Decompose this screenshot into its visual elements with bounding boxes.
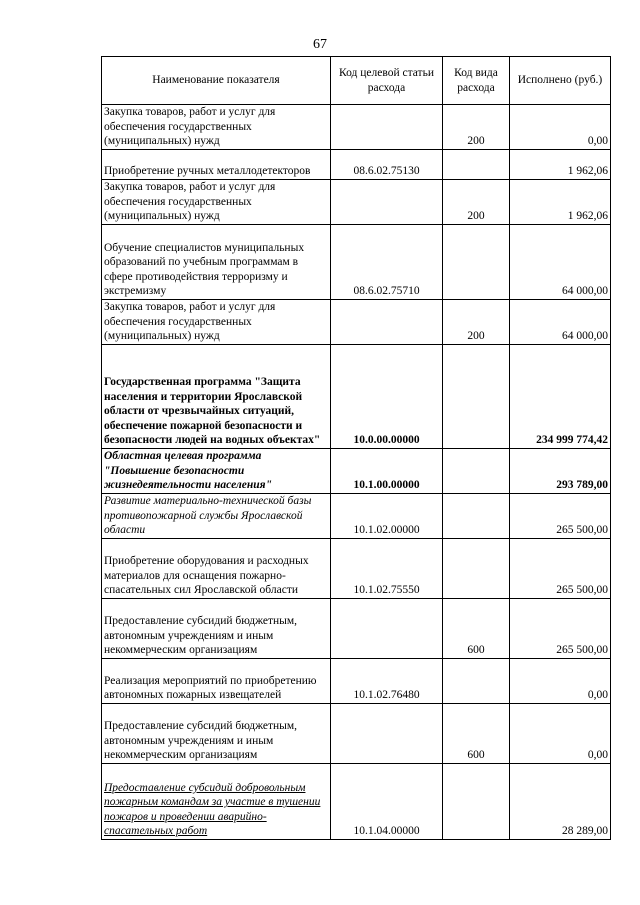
row-code-cell xyxy=(331,180,443,225)
row-name-cell: Обучение специалистов муниципальных образований по учебным программам в сфере противодействия терроризму и экстремизму xyxy=(102,225,331,300)
header-name: Наименование показателя xyxy=(102,57,331,105)
row-amount-cell: 0,00 xyxy=(510,105,611,150)
row-amount-cell: 0,00 xyxy=(510,704,611,764)
table-row xyxy=(102,225,611,300)
row-kind-cell xyxy=(443,345,510,449)
row-name-cell: Приобретение ручных металлодетекторов xyxy=(102,150,331,180)
row-kind-cell xyxy=(443,539,510,599)
row-amount-cell: 293 789,00 xyxy=(510,449,611,494)
row-kind-cell: 200 xyxy=(443,180,510,225)
row-code-cell: 10.1.02.76480 xyxy=(331,659,443,704)
row-kind-cell xyxy=(443,659,510,704)
table-row xyxy=(102,494,611,539)
row-code-cell xyxy=(331,105,443,150)
table-row xyxy=(102,345,611,449)
row-code-cell: 10.1.02.75550 xyxy=(331,539,443,599)
row-kind-cell: 200 xyxy=(443,300,510,345)
row-kind-cell: 600 xyxy=(443,704,510,764)
row-amount-cell: 265 500,00 xyxy=(510,539,611,599)
table-row xyxy=(102,150,611,180)
row-amount-cell: 64 000,00 xyxy=(510,300,611,345)
table-row xyxy=(102,539,611,599)
row-name-cell: Реализация мероприятий по приобретению автономных пожарных извещателей xyxy=(102,659,331,704)
row-amount-cell: 265 500,00 xyxy=(510,599,611,659)
table-row xyxy=(102,704,611,764)
header-kind-code: Код вида расхода xyxy=(443,57,510,105)
header-executed: Исполнено (руб.) xyxy=(510,57,611,105)
row-amount-cell: 0,00 xyxy=(510,659,611,704)
table-header-row xyxy=(102,57,611,105)
table-row xyxy=(102,764,611,840)
table-row xyxy=(102,300,611,345)
row-code-cell xyxy=(331,300,443,345)
row-name-cell: Развитие материально-технической базы противопожарной службы Ярославской области xyxy=(102,494,331,539)
row-name-cell: Предоставление субсидий бюджетным, автономным учреждениям и иным некоммерческим организациям xyxy=(102,704,331,764)
row-amount-cell: 1 962,06 xyxy=(510,180,611,225)
budget-table xyxy=(101,56,611,840)
row-amount-cell: 234 999 774,42 xyxy=(510,345,611,449)
row-amount-cell: 1 962,06 xyxy=(510,150,611,180)
row-code-cell: 08.6.02.75130 xyxy=(331,150,443,180)
row-kind-cell xyxy=(443,449,510,494)
row-code-cell xyxy=(331,704,443,764)
row-name-cell: Приобретение оборудования и расходных материалов для оснащения пожарно-спасательных сил Ярославской области xyxy=(102,539,331,599)
row-code-cell: 10.1.00.00000 xyxy=(331,449,443,494)
table-row xyxy=(102,105,611,150)
row-kind-cell: 200 xyxy=(443,105,510,150)
row-kind-cell: 600 xyxy=(443,599,510,659)
row-code-cell: 08.6.02.75710 xyxy=(331,225,443,300)
row-kind-cell xyxy=(443,225,510,300)
row-name-cell: Закупка товаров, работ и услуг для обеспечения государственных (муниципальных) нужд xyxy=(102,105,331,150)
header-target-code: Код целевой статьи расхода xyxy=(331,57,443,105)
row-kind-cell xyxy=(443,150,510,180)
row-kind-cell xyxy=(443,764,510,840)
row-code-cell: 10.1.02.00000 xyxy=(331,494,443,539)
row-code-cell xyxy=(331,599,443,659)
row-amount-cell: 64 000,00 xyxy=(510,225,611,300)
row-amount-cell: 28 289,00 xyxy=(510,764,611,840)
row-kind-cell xyxy=(443,494,510,539)
row-amount-cell: 265 500,00 xyxy=(510,494,611,539)
table-row xyxy=(102,599,611,659)
table-row xyxy=(102,449,611,494)
page-number: 67 xyxy=(313,37,327,52)
table-row xyxy=(102,180,611,225)
table-body xyxy=(102,105,611,840)
row-name-cell: Закупка товаров, работ и услуг для обеспечения государственных (муниципальных) нужд xyxy=(102,180,331,225)
row-name-cell: Областная целевая программа "Повышение безопасности жизнедеятельности населения" xyxy=(102,449,331,494)
row-name-cell: Государственная программа "Защита населения и территории Ярославской области от чрезвычайных ситуаций, обеспечение пожарной безопасности и безопасности людей на водных объектах" xyxy=(102,345,331,449)
table-row xyxy=(102,659,611,704)
row-name-cell: Предоставление субсидий добровольным пожарным командам за участие в тушении пожаров и проведении аварийно-спасательных работ xyxy=(102,764,331,840)
row-code-cell: 10.1.04.00000 xyxy=(331,764,443,840)
row-code-cell: 10.0.00.00000 xyxy=(331,345,443,449)
row-name-cell: Закупка товаров, работ и услуг для обеспечения государственных (муниципальных) нужд xyxy=(102,300,331,345)
row-name-cell: Предоставление субсидий бюджетным, автономным учреждениям и иным некоммерческим организациям xyxy=(102,599,331,659)
